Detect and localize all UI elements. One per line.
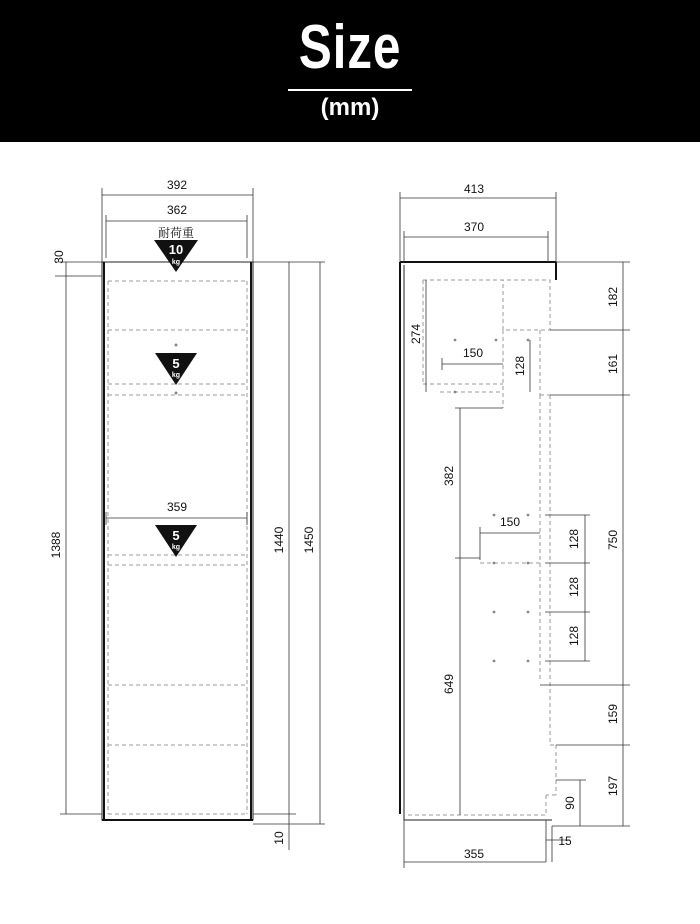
dim-362: 362 [166,203,188,217]
unit-label: (mm) [320,94,380,121]
load-low-value: 5 [172,528,180,543]
dim-649: 649 [442,673,456,695]
dim-750: 750 [606,529,620,551]
side-upper-compartment [423,280,550,330]
dim-355: 355 [463,847,485,861]
dim-1388: 1388 [49,531,63,559]
dim-1450: 1450 [302,526,316,554]
shelf-pin-hole [175,344,178,347]
shelf-pin-hole [175,392,178,395]
page-title: Size [298,13,402,82]
side-view [400,182,630,868]
dim-128-top: 128 [513,355,527,377]
load-top-unit: kg [171,259,181,266]
dim-15: 15 [558,834,572,848]
dim-150-mid: 150 [499,515,521,529]
dim-359: 359 [166,500,188,514]
dim-392: 392 [166,178,188,192]
dim-30: 30 [52,250,66,264]
load-mid-value: 5 [172,356,180,371]
dim-161: 161 [606,353,620,375]
dim-150-top: 150 [462,346,484,360]
dim-128-a: 128 [567,528,581,550]
dim-1440: 1440 [272,526,286,554]
dim-128-b: 128 [567,576,581,598]
dim-182: 182 [606,286,620,308]
load-low-unit: kg [171,544,181,551]
dim-370: 370 [463,220,485,234]
dim-197: 197 [606,775,620,797]
dim-90: 90 [563,796,577,810]
front-view [49,178,325,850]
dim-274: 274 [409,323,423,345]
load-mid-unit: kg [171,372,181,379]
dim-10: 10 [272,831,286,845]
load-capacity-label: 耐荷重 [157,226,195,240]
load-top-value: 10 [168,242,184,257]
dim-159: 159 [606,703,620,725]
dim-413: 413 [463,182,485,196]
dim-382: 382 [442,465,456,487]
dim-128-c: 128 [567,625,581,647]
